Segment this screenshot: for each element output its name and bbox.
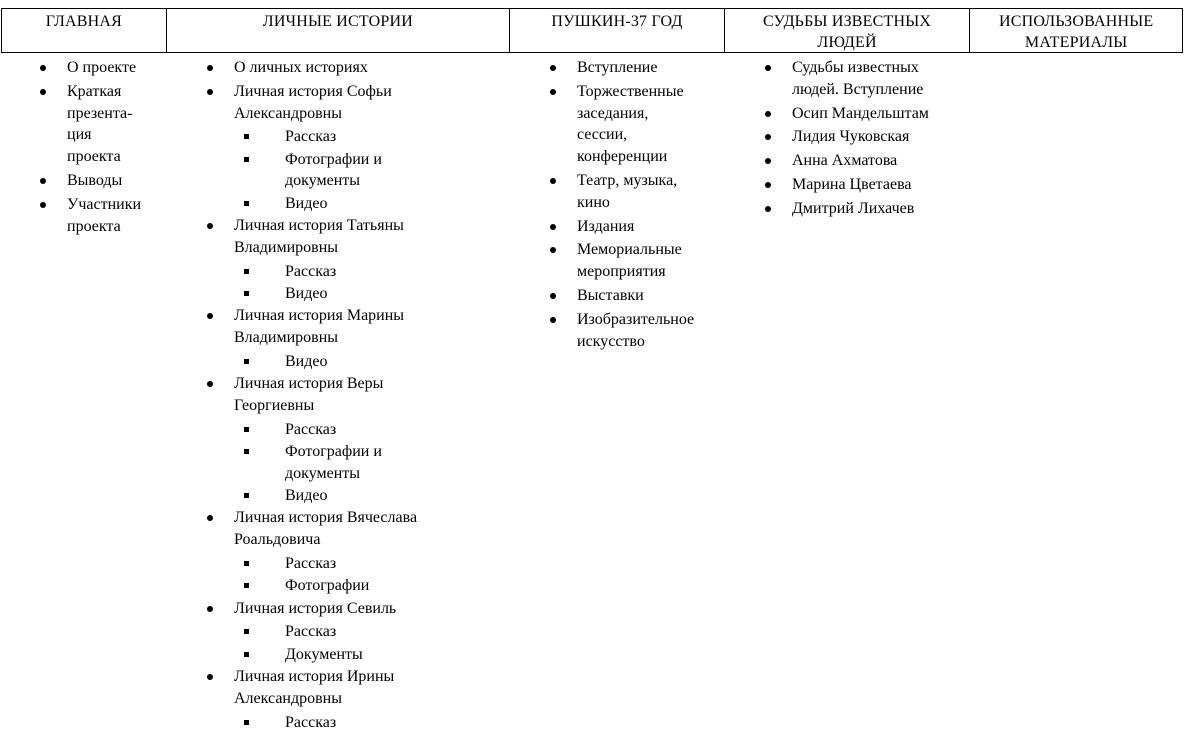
pushkin-item[interactable]: [548, 57, 748, 79]
main-item[interactable]: [38, 194, 168, 238]
square-bullet-icon: [244, 157, 249, 162]
list-item-label: Дмитрий Лихачев: [792, 199, 915, 217]
list-item-label: Личная история Татьяны Владимировны: [234, 217, 404, 256]
sub-item-label: Видео: [285, 194, 328, 212]
round-bullet-icon: [207, 313, 213, 319]
sub-item-label: Видео: [285, 284, 328, 302]
pushkin-item[interactable]: [548, 170, 748, 214]
round-bullet-icon: [207, 674, 213, 680]
sub-item-label: Фотографии и документы: [285, 443, 382, 482]
list-item-label: Анна Ахматова: [792, 152, 898, 170]
list-item-label: Лидия Чуковская: [792, 128, 910, 146]
list-item-label: Торжественные заседания, сессии, конференции: [577, 82, 684, 166]
story-item[interactable]: [205, 507, 505, 551]
square-bullet-icon: [244, 493, 249, 498]
main-item[interactable]: [38, 170, 168, 192]
list-item-label: Вступление: [577, 59, 658, 76]
famous-item[interactable]: [763, 198, 978, 220]
pushkin-item[interactable]: [548, 285, 748, 307]
round-bullet-icon: [207, 606, 213, 612]
list-item-label: Судьбы известных людей. Вступление: [792, 59, 924, 98]
round-bullet-icon: [207, 381, 213, 387]
story-item[interactable]: [205, 666, 505, 710]
square-bullet-icon: [244, 201, 249, 206]
famous-item[interactable]: [763, 126, 978, 148]
round-bullet-icon: [550, 178, 556, 184]
list-item-label: Личная история Вячеслава Роальдовича: [234, 509, 418, 549]
round-bullet-icon: [207, 223, 213, 229]
round-bullet-icon: [550, 65, 556, 71]
sub-item-label: Рассказ: [285, 713, 337, 731]
sub-item-label: Рассказ: [285, 555, 337, 573]
sub-item-label: Рассказ: [285, 623, 337, 641]
pushkin-item[interactable]: [548, 239, 748, 283]
round-bullet-icon: [40, 65, 46, 71]
round-bullet-icon: [765, 182, 771, 188]
main-item[interactable]: [38, 81, 168, 168]
story-sub-item[interactable]: [205, 575, 505, 597]
famous-item[interactable]: [763, 57, 978, 101]
story-sub-item[interactable]: [205, 351, 505, 373]
round-bullet-icon: [765, 206, 771, 212]
nav-pushkin-37[interactable]: ПУШКИН-37 ГОД: [510, 9, 725, 52]
story-item[interactable]: [205, 57, 505, 79]
list-item-label: Личная история Софьи Александровны: [234, 82, 392, 122]
round-bullet-icon: [765, 158, 771, 164]
story-sub-item[interactable]: [205, 644, 505, 666]
list-item-label: О личных историях: [234, 59, 368, 76]
round-bullet-icon: [765, 111, 771, 117]
list-item-label: Личная история Веры Георгиевны: [234, 375, 384, 414]
round-bullet-icon: [40, 178, 46, 184]
story-sub-item[interactable]: [205, 193, 505, 215]
main-item[interactable]: [38, 57, 168, 79]
sub-item-label: Рассказ: [285, 420, 337, 438]
story-item[interactable]: [205, 215, 505, 259]
square-bullet-icon: [244, 720, 249, 725]
round-bullet-icon: [550, 317, 556, 323]
list-item-label: Личная история Марины Владимировны: [234, 307, 405, 347]
round-bullet-icon: [550, 89, 556, 95]
round-bullet-icon: [207, 89, 213, 95]
square-bullet-icon: [244, 359, 249, 364]
story-sub-item[interactable]: [205, 621, 505, 643]
square-bullet-icon: [244, 269, 249, 274]
story-item[interactable]: [205, 373, 505, 417]
famous-list: [763, 57, 978, 222]
stories-list: [205, 57, 505, 734]
list-item-label: Выставки: [577, 286, 644, 304]
square-bullet-icon: [244, 583, 249, 588]
famous-item[interactable]: [763, 103, 978, 125]
round-bullet-icon: [207, 65, 213, 71]
pushkin-item[interactable]: [548, 81, 748, 168]
story-sub-item[interactable]: [205, 441, 505, 485]
square-bullet-icon: [244, 291, 249, 296]
story-sub-item[interactable]: [205, 712, 505, 734]
round-bullet-icon: [765, 65, 771, 71]
list-item-label: Театр, музыка, кино: [577, 171, 678, 211]
pushkin-item[interactable]: [548, 216, 748, 238]
nav-used-materials[interactable]: ИСПОЛЬЗОВАННЫЕ МАТЕРИАЛЫ: [998, 13, 1154, 51]
story-sub-item[interactable]: [205, 485, 505, 507]
list-item-label: Личная история Ирины Александровны: [234, 668, 395, 707]
story-item[interactable]: [205, 305, 505, 349]
square-bullet-icon: [244, 561, 249, 566]
story-sub-item[interactable]: [205, 126, 505, 148]
square-bullet-icon: [244, 629, 249, 634]
round-bullet-icon: [765, 134, 771, 140]
round-bullet-icon: [40, 89, 46, 95]
sub-item-label: Фотографии и документы: [285, 150, 382, 190]
list-item-label: Мемориальные мероприятия: [577, 241, 682, 281]
sub-item-label: Рассказ: [285, 262, 337, 280]
story-sub-item[interactable]: [205, 553, 505, 575]
list-item-label: Осип Мандельштам: [792, 104, 929, 122]
round-bullet-icon: [550, 247, 556, 253]
list-item-label: О проекте: [67, 59, 137, 76]
sub-item-label: Документы: [285, 645, 363, 663]
square-bullet-icon: [244, 449, 249, 454]
list-item-label: Выводы: [67, 171, 123, 189]
list-item-label: Марина Цветаева: [792, 175, 912, 193]
sub-item-label: Видео: [285, 352, 328, 370]
famous-item[interactable]: [763, 150, 978, 172]
sub-item-label: Фотографии: [285, 577, 370, 595]
nav-famous-fates[interactable]: СУДЬБЫ ИЗВЕСТНЫХ ЛЮДЕЙ: [725, 9, 971, 52]
story-sub-item[interactable]: [205, 261, 505, 283]
story-sub-item[interactable]: [205, 419, 505, 441]
square-bullet-icon: [244, 427, 249, 432]
list-item-label: Изобразительное искусство: [577, 310, 695, 350]
list-item-label: Издания: [577, 217, 635, 235]
square-bullet-icon: [244, 134, 249, 139]
round-bullet-icon: [207, 515, 213, 521]
pushkin-item[interactable]: [548, 309, 748, 353]
story-item[interactable]: [205, 81, 505, 125]
round-bullet-icon: [550, 293, 556, 299]
nav-personal-stories[interactable]: ЛИЧНЫЕ ИСТОРИИ: [167, 9, 510, 52]
story-item[interactable]: [205, 598, 505, 620]
list-item-label: Краткая презента- ция проекта: [67, 82, 133, 166]
nav-main[interactable]: ГЛАВНАЯ: [2, 9, 167, 52]
story-sub-item[interactable]: [205, 149, 505, 193]
square-bullet-icon: [244, 652, 249, 657]
round-bullet-icon: [550, 224, 556, 230]
main-list: [38, 57, 168, 239]
story-sub-item[interactable]: [205, 283, 505, 305]
nav-table: [1, 8, 1183, 53]
sub-item-label: Видео: [285, 487, 328, 505]
famous-item[interactable]: [763, 174, 978, 196]
list-item-label: Участники проекта: [67, 195, 142, 235]
pushkin-list: [548, 57, 748, 354]
list-item-label: Личная история Севиль: [234, 599, 397, 617]
round-bullet-icon: [40, 202, 46, 208]
sub-item-label: Рассказ: [285, 128, 337, 146]
